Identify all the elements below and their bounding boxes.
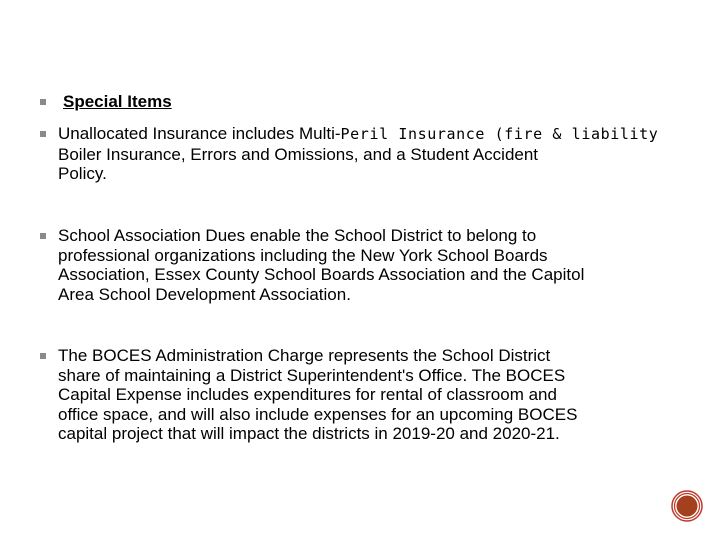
bullet-line: professional organizations including the New York School Boards [58, 245, 548, 265]
bullet-line-part: Unallocated Insurance includes Multi- [58, 124, 341, 143]
bullet-text [58, 346, 720, 444]
bullet-text [58, 124, 720, 184]
concentric-circle-logo-icon [671, 490, 703, 522]
bullet-line: School Association Dues enable the School District to belong to [58, 226, 537, 245]
bullet-marker [40, 233, 46, 239]
bullet-line: The BOCES Administration Charge represents the School District [58, 346, 551, 365]
bullet-line: Policy. [58, 164, 107, 183]
bullet-line [58, 124, 720, 145]
bullet-line: share of maintaining a District Superintendent's Office. The BOCES [58, 365, 566, 385]
bullet-text [58, 226, 720, 304]
bullet-marker [40, 353, 46, 359]
bullet-line: Capital Expense includes expenditures for rental of classroom and [58, 385, 557, 404]
bullet-line: Boiler Insurance, Errors and Omissions, and a Student Accident [58, 144, 539, 164]
bullet-line-part-mono: Peril Insurance (fire & liability [340, 125, 659, 143]
bullet-line: Association, Essex County School Boards Association and the Capitol [58, 265, 585, 284]
bullet-marker [40, 131, 46, 137]
bullet-line: office space, and will also include expenses for an upcoming BOCES [58, 404, 578, 424]
bullet-line: Area School Development Association. [58, 284, 351, 304]
bullet-line: capital project that will impact the districts in 2019-20 and 2020-21. [58, 424, 560, 443]
bullet-marker [40, 99, 46, 105]
heading-special-items: Special Items [63, 92, 172, 111]
